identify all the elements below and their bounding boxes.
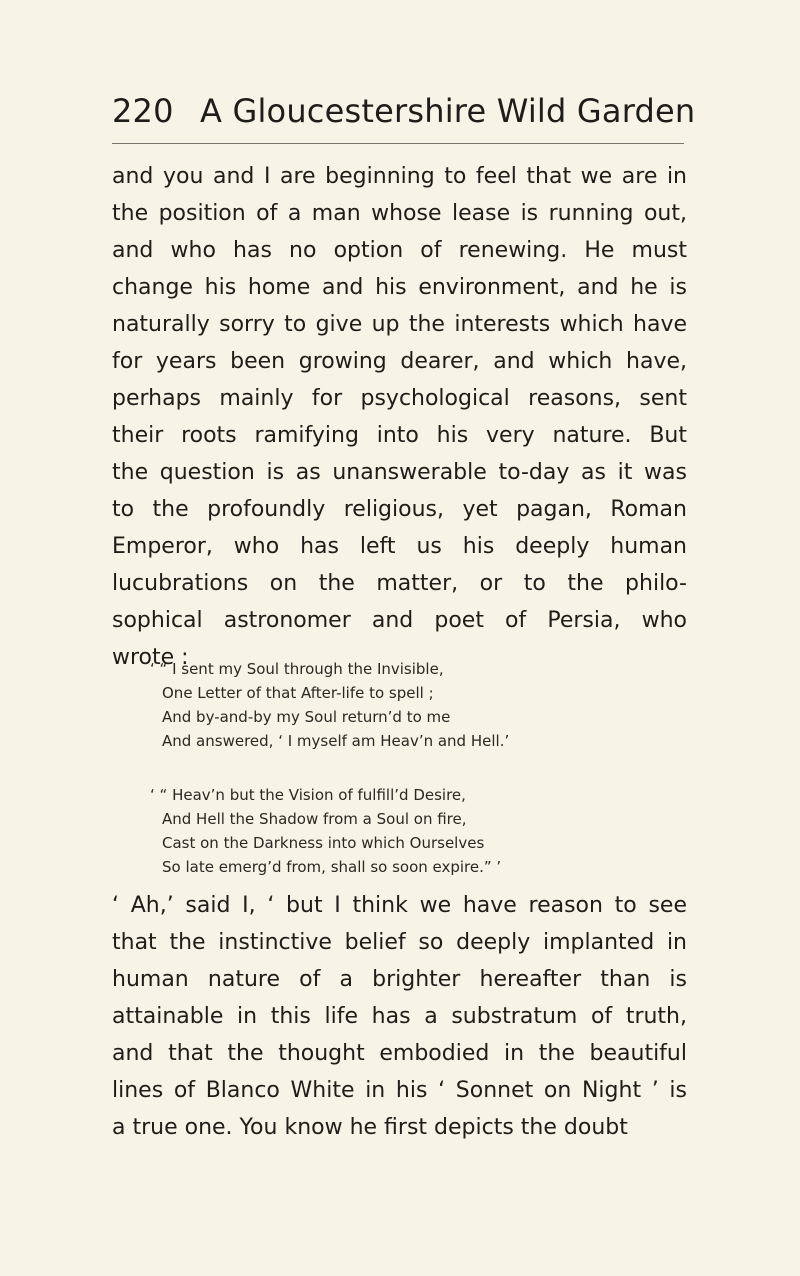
text-line: for years been growing dearer, and which have, [112, 349, 687, 374]
text-line: and you and I are beginning to feel that we are in [112, 164, 687, 189]
header-rule [112, 143, 684, 144]
paragraph-1 [112, 158, 687, 676]
text-line: naturally sorry to give up the interests which have [112, 312, 687, 337]
page-number: 220 [112, 92, 174, 130]
page-header [112, 88, 696, 134]
text-line: sophical astronomer and poet of Persia, who [112, 608, 687, 633]
poem-line: One Letter of that After-life to spell ; [162, 684, 434, 702]
text-line: Emperor, who has left us his deeply human [112, 534, 687, 559]
text-line: ‘ Ah,’ said I, ‘ but I think we have reason to see [112, 893, 687, 918]
poem-line: Cast on the Darkness into which Ourselves [162, 834, 485, 852]
poem-line: So late emerg’d from, shall so soon expire.” ’ [162, 858, 502, 876]
text-line: their roots ramifying into his very nature. But [112, 423, 687, 448]
poem-line: ‘ “ I sent my Soul through the Invisible, [150, 660, 444, 678]
poem-line: And answered, ‘ I myself am Heav’n and Hell.’ [162, 732, 510, 750]
paragraph-2 [112, 887, 687, 1146]
text-line: lines of Blanco White in his ‘ Sonnet on Night ’ is [112, 1078, 687, 1103]
poem-line: ‘ “ Heav’n but the Vision of fulfill’d Desire, [150, 786, 466, 804]
text-line: attainable in this life has a substratum of truth, [112, 1004, 687, 1029]
text-line: human nature of a brighter hereafter than is [112, 967, 687, 992]
text-line: the position of a man whose lease is running out, [112, 201, 687, 226]
text-line: that the instinctive belief so deeply implanted in [112, 930, 687, 955]
poem-stanza-2 [150, 783, 710, 879]
text-line: and that the thought embodied in the beautiful [112, 1041, 687, 1066]
text-line: lucubrations on the matter, or to the philo- [112, 571, 687, 596]
text-line: the question is as unanswerable to-day as it was [112, 460, 687, 485]
text-line: a true one. You know he first depicts the doubt [112, 1115, 628, 1140]
poem-line: And by-and-by my Soul return’d to me [162, 708, 451, 726]
text-line: change his home and his environment, and he is [112, 275, 687, 300]
running-title: A Gloucestershire Wild Garden [200, 92, 696, 130]
text-line: and who has no option of renewing. He must [112, 238, 687, 263]
poem-line: And Hell the Shadow from a Soul on fire, [162, 810, 467, 828]
text-line: wrote : [112, 645, 189, 670]
poem-stanza-1 [150, 657, 710, 753]
text-line: to the profoundly religious, yet pagan, Roman [112, 497, 687, 522]
text-line: perhaps mainly for psychological reasons, sent [112, 386, 687, 411]
